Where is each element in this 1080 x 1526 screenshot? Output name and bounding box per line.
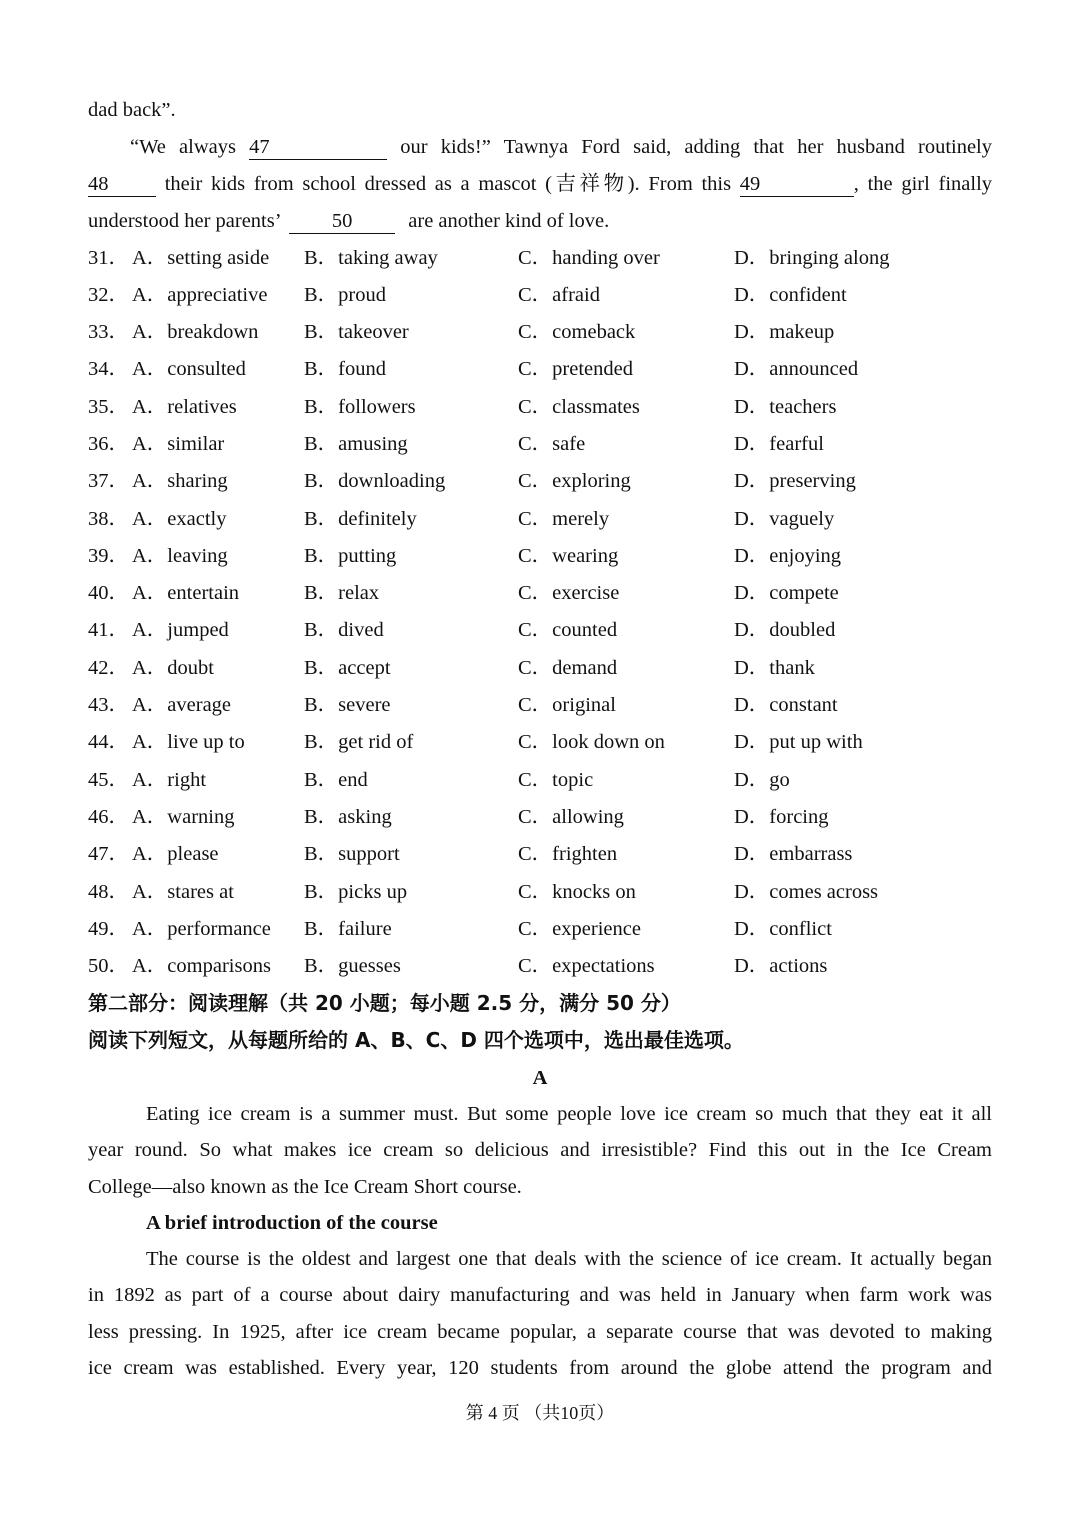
option-c: C．pretended [518, 358, 633, 380]
option-c: C．exercise [518, 582, 620, 604]
option-a: A．similar [132, 433, 225, 455]
option-c: C．wearing [518, 545, 619, 567]
option-a: A．leaving [132, 545, 228, 567]
question-row [88, 501, 1048, 538]
option-b: B．relax [304, 582, 380, 604]
question-row [88, 948, 1048, 985]
option-c: C．classmates [518, 396, 640, 418]
option-b: B．accept [304, 657, 391, 679]
page-footer: 第 4 页 （共10页） [465, 1403, 615, 1423]
passage-text: their kids from school dressed as a mascot (吉祥物). From this [164, 173, 732, 195]
option-d: D．go [734, 769, 790, 791]
question-number: 33． [88, 321, 129, 343]
option-d: D．makeup [734, 321, 835, 343]
question-row [88, 762, 1048, 799]
paragraph-2-line-2: in 1892 as part of a course about dairy manufacturing and was held in January when farm work was [88, 1284, 992, 1306]
question-number: 43． [88, 694, 129, 716]
option-d: D．doubled [734, 619, 836, 641]
blank-48: 48 [88, 172, 156, 197]
option-a: A．breakdown [132, 321, 259, 343]
option-c: C．afraid [518, 284, 600, 306]
passage-text: , the girl finally [853, 173, 993, 195]
option-a: A．average [132, 694, 232, 716]
option-b: B．putting [304, 545, 397, 567]
question-number: 35． [88, 396, 129, 418]
option-a: A．right [132, 769, 207, 791]
option-c: C．safe [518, 433, 586, 455]
passage-line-4 [88, 203, 992, 240]
option-a: A．sharing [132, 470, 228, 492]
question-number: 37． [88, 470, 129, 492]
option-d: D．thank [734, 657, 815, 679]
question-number: 47． [88, 843, 129, 865]
section-heading: 第二部分：阅读理解（共 20 小题；每小题 2.5 分，满分 50 分） [88, 991, 681, 1015]
option-c: C．counted [518, 619, 618, 641]
option-c: C．original [518, 694, 616, 716]
option-b: B．guesses [304, 955, 401, 977]
passage-line-1 [88, 92, 992, 129]
option-b: B．amusing [304, 433, 408, 455]
option-a: A．setting aside [132, 247, 270, 269]
blank-47: 47 [249, 135, 387, 160]
question-row [88, 463, 1048, 500]
question-row [88, 538, 1048, 575]
option-c: C．demand [518, 657, 618, 679]
paragraph-2-line-3: less pressing. In 1925, after ice cream became popular, a separate course that was devoted to making [88, 1321, 992, 1343]
option-b: B．proud [304, 284, 386, 306]
option-d: D．vaguely [734, 508, 835, 530]
blank-50: 50 [289, 209, 395, 234]
question-row [88, 314, 1048, 351]
question-row [88, 575, 1048, 612]
option-d: D．enjoying [734, 545, 842, 567]
question-number: 31． [88, 247, 129, 269]
question-number: 39． [88, 545, 129, 567]
option-d: D．compete [734, 582, 839, 604]
paragraph-2-line-4: ice cream was established. Every year, 120 students from around the globe attend the program and [88, 1357, 992, 1379]
option-c: C．expectations [518, 955, 655, 977]
option-a: A．jumped [132, 619, 229, 641]
option-b: B．definitely [304, 508, 417, 530]
question-row [88, 612, 1048, 649]
option-a: A．doubt [132, 657, 214, 679]
option-d: D．actions [734, 955, 828, 977]
passage-line-3 [88, 166, 992, 203]
option-c: C．look down on [518, 731, 665, 753]
question-number: 41． [88, 619, 129, 641]
option-c: C．experience [518, 918, 641, 940]
question-number: 38． [88, 508, 129, 530]
question-number: 46． [88, 806, 129, 828]
option-b: B．takeover [304, 321, 409, 343]
option-a: A．performance [132, 918, 271, 940]
option-b: B．get rid of [304, 731, 414, 753]
question-row [88, 351, 1048, 388]
option-b: B．found [304, 358, 386, 380]
option-c: C．comeback [518, 321, 636, 343]
option-d: D．confident [734, 284, 847, 306]
option-c: C．knocks on [518, 881, 636, 903]
option-b: B．taking away [304, 247, 438, 269]
question-number: 34． [88, 358, 129, 380]
option-b: B．failure [304, 918, 392, 940]
option-b: B．asking [304, 806, 392, 828]
passage-text: are another kind of love. [408, 210, 610, 232]
option-d: D．preserving [734, 470, 856, 492]
question-number: 40． [88, 582, 129, 604]
question-number: 48． [88, 881, 129, 903]
question-row [88, 426, 1048, 463]
option-a: A．entertain [132, 582, 240, 604]
question-number: 42． [88, 657, 129, 679]
option-b: B．followers [304, 396, 416, 418]
option-d: D．bringing along [734, 247, 890, 269]
option-d: D．put up with [734, 731, 863, 753]
question-number: 49． [88, 918, 129, 940]
option-d: D．fearful [734, 433, 824, 455]
paragraph-2-line-1: The course is the oldest and largest one that deals with the science of ice cream. It actually began [146, 1248, 992, 1270]
option-d: D．comes across [734, 881, 879, 903]
option-d: D．forcing [734, 806, 829, 828]
question-row [88, 724, 1048, 761]
passage-text: “We always [130, 136, 236, 158]
option-d: D．teachers [734, 396, 837, 418]
paragraph-1-line-2: year round. So what makes ice cream so delicious and irresistible? Find this out in the Ice Cream [88, 1139, 992, 1161]
section-instruction: 阅读下列短文，从每题所给的 A、B、C、D 四个选项中，选出最佳选项。 [88, 1028, 744, 1052]
passage-line-2 [88, 129, 992, 166]
paragraph-1-line-3: College—also known as the Ice Cream Short course. [88, 1176, 522, 1198]
passage-text: understood her parents’ [88, 210, 281, 232]
subheading: A brief introduction of the course [146, 1212, 438, 1234]
option-a: A．exactly [132, 508, 227, 530]
option-b: B．picks up [304, 881, 408, 903]
option-b: B．dived [304, 619, 384, 641]
option-b: B．downloading [304, 470, 446, 492]
question-row [88, 687, 1048, 724]
option-d: D．conflict [734, 918, 832, 940]
option-c: C．handing over [518, 247, 660, 269]
option-d: D．announced [734, 358, 859, 380]
blank-49: 49 [740, 172, 854, 197]
option-a: A．stares at [132, 881, 234, 903]
paragraph-1-line-1: Eating ice cream is a summer must. But some people love ice cream so much that they eat it all [146, 1103, 992, 1125]
passage-label: A [532, 1067, 548, 1089]
question-row [88, 836, 1048, 873]
option-a: A．appreciative [132, 284, 268, 306]
option-c: C．exploring [518, 470, 631, 492]
option-a: A．please [132, 843, 219, 865]
question-number: 32． [88, 284, 129, 306]
option-c: C．merely [518, 508, 610, 530]
passage-text: our kids!” Tawnya Ford said, adding that her husband routinely [400, 136, 993, 158]
option-c: C．frighten [518, 843, 618, 865]
question-row [88, 389, 1048, 426]
question-number: 44． [88, 731, 129, 753]
option-d: D．constant [734, 694, 838, 716]
option-b: B．end [304, 769, 368, 791]
question-number: 45． [88, 769, 129, 791]
question-row [88, 240, 1048, 277]
question-row [88, 911, 1048, 948]
option-a: A．relatives [132, 396, 237, 418]
question-row [88, 650, 1048, 687]
option-b: B．support [304, 843, 400, 865]
option-a: A．consulted [132, 358, 246, 380]
passage-text: dad back”. [88, 99, 176, 121]
option-c: C．allowing [518, 806, 624, 828]
option-a: A．warning [132, 806, 235, 828]
question-row [88, 874, 1048, 911]
question-row [88, 799, 1048, 836]
option-c: C．topic [518, 769, 594, 791]
option-a: A．comparisons [132, 955, 271, 977]
option-d: D．embarrass [734, 843, 853, 865]
option-b: B．severe [304, 694, 391, 716]
question-row [88, 277, 1048, 314]
question-number: 50． [88, 955, 129, 977]
question-number: 36． [88, 433, 129, 455]
option-a: A．live up to [132, 731, 245, 753]
